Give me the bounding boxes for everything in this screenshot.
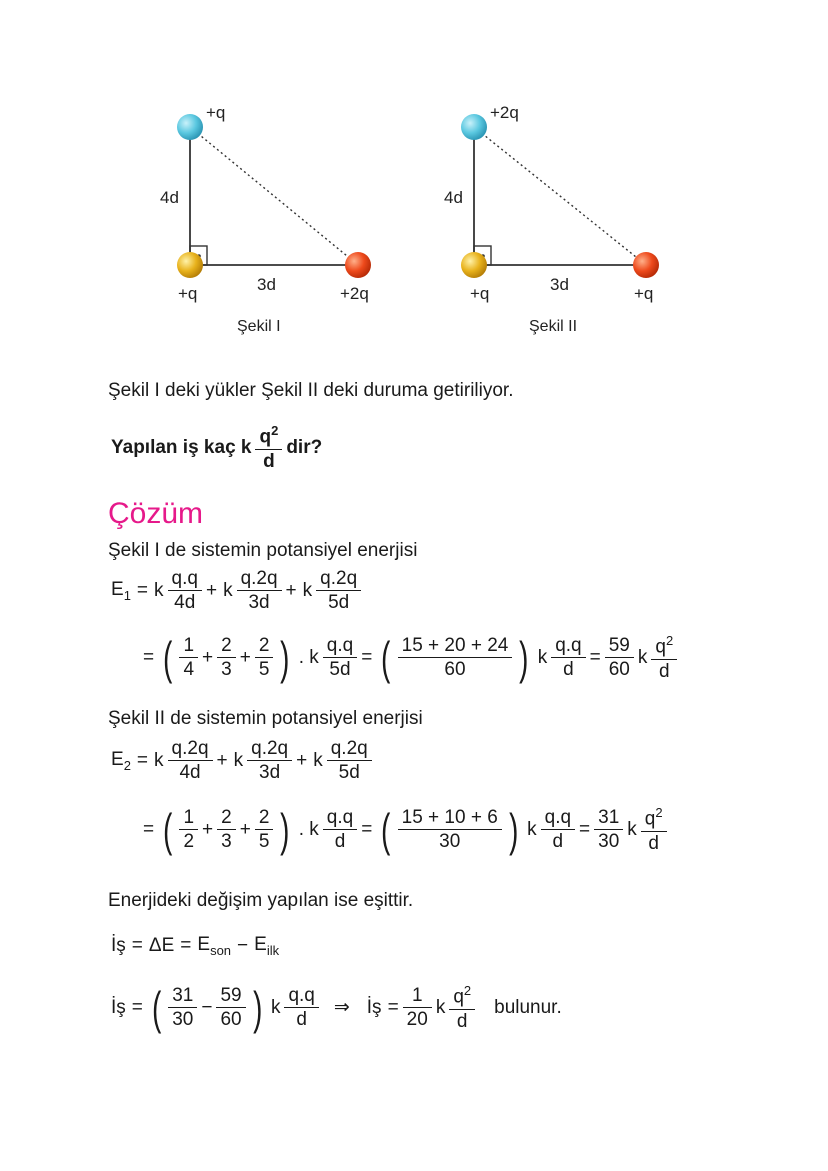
fig2-vertical-side: 4d [444,188,463,207]
fig2-bottom-left-charge: +q [470,284,490,303]
question-fraction: $\frac{q^2}{d}$ [257,424,280,472]
e1-intro: Şekil I de sistemin potansiyel enerjisi [108,540,418,561]
result-tail: bulunur. [494,996,562,1018]
red-charge-sphere [345,252,371,278]
e1-lhs: $E_1$ [111,578,131,603]
e2-term-1: $\frac{q.2q}{4d}$ [170,738,211,784]
yellow-charge-sphere [461,252,487,278]
problem-statement: Şekil I deki yükler Şekil II deki duruma getiriliyor. [108,380,514,401]
question-prefix: Yapılan iş kaç k [111,436,252,458]
fig1-caption: Şekil I [237,318,281,335]
work-definition: İş = ΔE = $E_{son}$ − $E_{ilk}$ [111,934,280,958]
e2-lhs: $E_2$ [111,748,131,773]
question-suffix: dir? [286,436,323,458]
figure-2-diagram [434,95,674,295]
e2-equation: $E_2$ = k $\frac{q.2q}{4d}$ + k $\frac{q.2q}{3d}$ + k $\frac{q.2q}{5d}$ [108,738,373,784]
e1-term-3: $\frac{q.2q}{5d}$ [318,568,359,614]
change-intro: Enerjideki değişim yapılan ise eşittir. [108,890,414,911]
e1-equation: $E_1$ = k $\frac{q.q}{4d}$ + k $\frac{q.2q}{3d}$ + k $\frac{q.2q}{5d}$ [108,568,362,614]
blue-charge-sphere [177,114,203,140]
fig2-horizontal-side: 3d [550,275,569,294]
e2-simplification: = ( $\frac{1}{2}$ + $\frac{2}{3}$ + $\frac{2}{5}$ ) . k $\frac{q.q}{d}$ = ( $\frac{15 + 10 + 6}{30}$ ) k $\frac{q.q}{d}$ = $\frac{31}{30}$ k $\frac{q^2}{d}$ [140,806,668,854]
figure-1-diagram [150,95,390,295]
fig1-top-charge: +q [206,103,226,122]
fig2-caption: Şekil II [529,318,578,335]
hypotenuse-dotted-line [190,127,358,265]
work-result: İş = ( $\frac{31}{30}$ − $\frac{59}{60}$ ) k $\frac{q.q}{d}$ ⇒ İş = $\frac{1}{20}$ k $\frac{q^2}{d}$ bulunur. [111,981,562,1034]
fig1-bottom-left-charge: +q [178,284,198,303]
e1-term-2: $\frac{q.2q}{3d}$ [239,568,280,614]
implies-arrow: ⇒ [333,997,350,1019]
e2-term-2: $\frac{q.2q}{3d}$ [249,738,290,784]
e2-intro: Şekil II de sistemin potansiyel enerjisi [108,708,423,729]
hypotenuse-dotted-line [474,127,646,265]
red-charge-sphere [633,252,659,278]
fig2-top-charge: +2q [490,103,519,122]
e2-term-3: $\frac{q.2q}{5d}$ [329,738,370,784]
blue-charge-sphere [461,114,487,140]
e1-term-1: $\frac{q.q}{4d}$ [170,568,200,614]
problem-question [108,424,325,472]
fig1-bottom-right-charge: +2q [340,284,369,303]
fig1-horizontal-side: 3d [257,275,276,294]
e1-simplification: = ( $\frac{1}{4}$ + $\frac{2}{3}$ + $\frac{2}{5}$ ) . k $\frac{q.q}{5d}$ = ( $\frac{15 + 20 + 24}{60}$ ) k $\frac{q.q}{d}$ = $\frac{59}{60}$ k $\frac{q^2}{d}$ [140,634,678,682]
yellow-charge-sphere [177,252,203,278]
solution-title: Çözüm [108,497,204,530]
fig1-vertical-side: 4d [160,188,179,207]
fig2-bottom-right-charge: +q [634,284,654,303]
